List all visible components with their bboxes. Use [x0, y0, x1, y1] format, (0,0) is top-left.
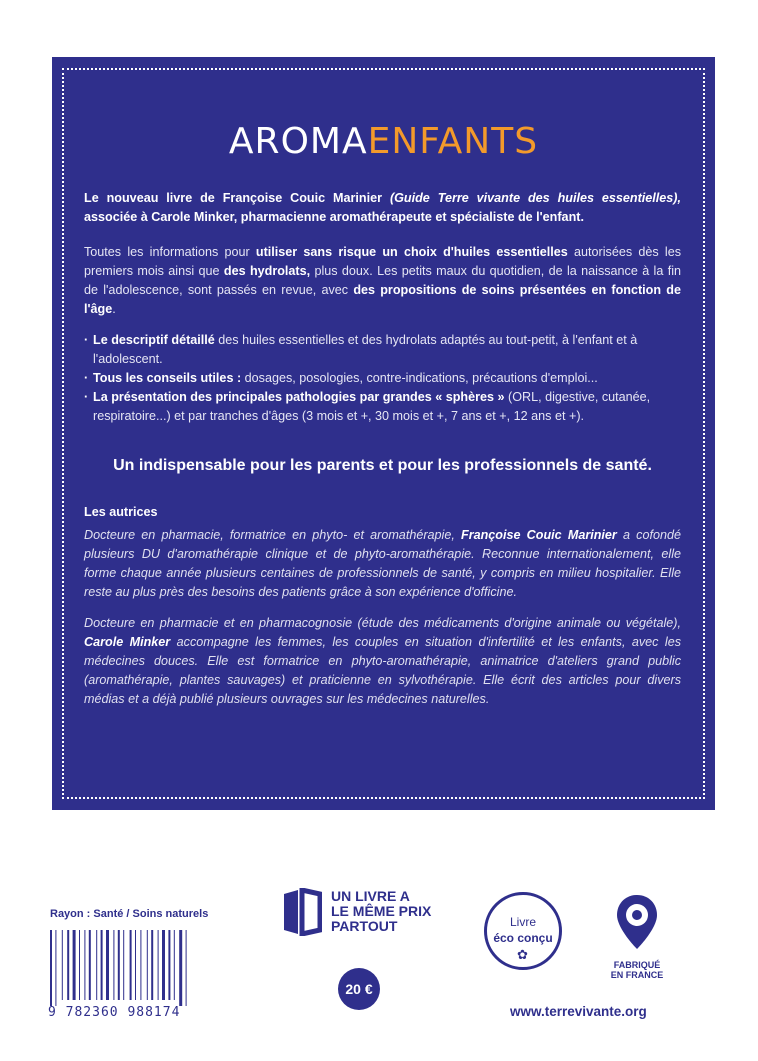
- desc-text: autorisées dès les premiers mois ainsi que: [84, 245, 681, 278]
- fixed-price-label: [331, 889, 431, 934]
- desc-highlight: des propositions de soins présentées en fonction de l'âge: [84, 283, 681, 316]
- list-item-bold: La présentation des principales pathologies par grandes « sphères »: [93, 390, 505, 404]
- title-aroma: AROMA: [228, 121, 368, 162]
- feature-list: [84, 331, 681, 426]
- eco-line: Livre: [509, 915, 536, 929]
- author-bio-2: [84, 614, 681, 709]
- eco-design-badge: [484, 892, 562, 970]
- title-enfants: ENFANTS: [367, 121, 539, 162]
- desc-highlight: utiliser sans risque un choix d'huiles essentielles: [255, 245, 568, 259]
- author-name: Carole Minker: [84, 635, 171, 649]
- tagline: Un indispensable pour les parents et pour les professionnels de santé.: [113, 457, 652, 474]
- prix-line: UN LIVRE A: [331, 888, 410, 904]
- fab-line: FABRIQUÉ: [613, 960, 661, 970]
- author-name: Françoise Couic Marinier: [461, 528, 617, 542]
- desc-text: Toutes les informations pour: [84, 245, 256, 259]
- made-in-france-label: [600, 960, 674, 980]
- book-logo-icon: [282, 888, 322, 936]
- isbn-number: 9 782360 988174: [48, 1005, 181, 1020]
- location-pin-icon: [614, 893, 660, 951]
- intro-paragraph: [84, 189, 681, 227]
- list-item-text: des huiles essentielles et des hydrolats adaptés au tout-petit, à l'enfant et à l'adolescent.: [93, 333, 638, 366]
- fab-line: EN FRANCE: [610, 970, 664, 980]
- intro-text-end: associée à Carole Minker, pharmacienne aromathérapeute et spécialiste de l'enfant.: [84, 210, 584, 224]
- shelf-category: Rayon : Santé / Soins naturels: [50, 908, 209, 920]
- bio-text: accompagne les femmes, les couples en situation d'infertilité et les enfants, avec les médecines douces. Elle est formatrice en phyto-aromathérapie, animatrice d'ateliers grand public (aromathérapie, plantes sauvages) et praticienne en sylvothérapie. Elle écrit des articles pour divers médias et a déjà publié plusieurs ouvrages sur les médecines naturelles.: [84, 635, 681, 706]
- desc-highlight: des hydrolats,: [223, 264, 311, 278]
- list-item: [84, 331, 681, 369]
- list-item-bold: Le descriptif détaillé: [93, 333, 215, 347]
- prix-line: LE MÊME PRIX: [331, 903, 432, 919]
- bio-text: Docteure en pharmacie et en pharmacognosie (étude des médicaments d'origine animale ou végétale),: [84, 616, 681, 630]
- eco-leaf-icon: ✿: [517, 947, 528, 962]
- list-item-text: dosages, posologies, contre-indications, précautions d'emploi...: [241, 371, 598, 385]
- eco-line: éco conçu: [493, 931, 553, 945]
- description-paragraph: [84, 243, 681, 319]
- price-badge: 20 €: [338, 968, 380, 1010]
- book-title: [52, 121, 715, 162]
- barcode: [48, 930, 216, 1006]
- list-item-text: (ORL, digestive, cutanée, respiratoire...) et par tranches d'âges (3 mois et +, 30 mois et +, 7 ans et +, 12 ans et +).: [93, 390, 651, 423]
- list-item: [84, 369, 681, 388]
- desc-text: .: [112, 302, 116, 316]
- desc-text: plus doux. Les petits maux du quotidien, de la naissance à la fin de l'adolescence, sont passés en revue, avec: [84, 264, 682, 297]
- bio-text: Docteure en pharmacie, formatrice en phyto- et aromathérapie,: [84, 528, 461, 542]
- list-item-bold: Tous les conseils utiles :: [93, 371, 242, 385]
- prix-line: PARTOUT: [331, 918, 398, 934]
- intro-text: Le nouveau livre de Françoise Couic Marinier: [84, 191, 390, 205]
- authors-heading: Les autrices: [84, 505, 158, 519]
- intro-guide-title: (Guide Terre vivante des huiles essentielles),: [389, 191, 682, 205]
- back-cover-panel: [52, 57, 715, 810]
- list-item: [84, 388, 681, 426]
- bio-text: a cofondé plusieurs DU d'aromathérapie clinique et de phyto-aromathérapie. Reconnue internationalement, elle forme chaque année plusieurs centaines de professionnels de santé, y compris en milieu hospitalier. Elle reste au plus près des besoins des patients grâce à son expérience d'officine.: [84, 528, 681, 599]
- cover-text: [84, 189, 681, 721]
- website-link[interactable]: www.terrevivante.org: [510, 1004, 647, 1019]
- author-bio-1: [84, 526, 681, 602]
